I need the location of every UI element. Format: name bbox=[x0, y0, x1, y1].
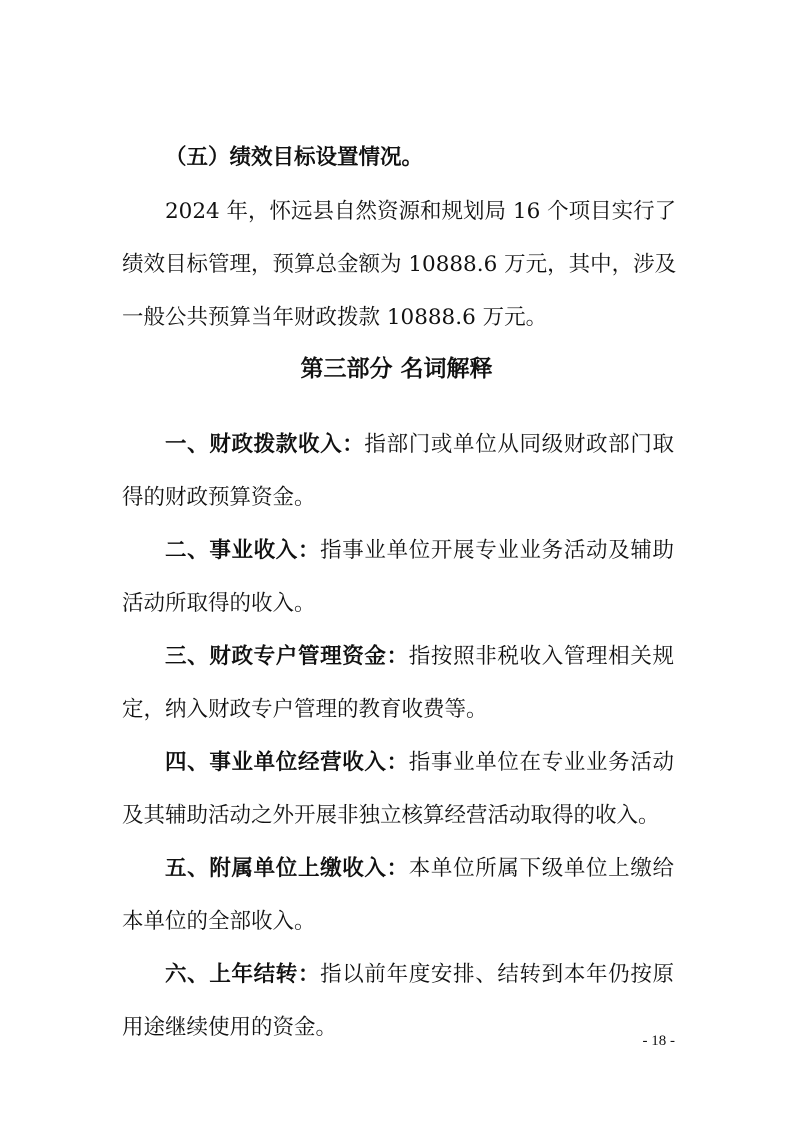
term-definition-first-line bbox=[165, 642, 674, 672]
term-definition-first-line bbox=[165, 536, 674, 566]
term-label: 一、财政拨款收入： bbox=[165, 432, 365, 457]
term-definition-text: 指事业单位在专业业务活动 bbox=[408, 750, 674, 775]
term-label: 二、事业收入： bbox=[165, 538, 321, 563]
term-definition-first-line bbox=[165, 430, 674, 460]
term-label: 五、附属单位上缴收入： bbox=[165, 856, 409, 881]
term-label: 三、财政专户管理资金： bbox=[165, 644, 409, 669]
term-definition-line: 及其辅助活动之外开展非独立核算经营活动取得的收入。 bbox=[122, 803, 660, 828]
term-definition-text: 本单位所属下级单位上缴给 bbox=[408, 856, 674, 881]
page-number: - 18 - bbox=[642, 1033, 675, 1049]
term-definition-line: 定，纳入财政专户管理的教育收费等。 bbox=[122, 697, 488, 722]
term-definition-text: 指事业单位开展专业业务活动及辅助 bbox=[320, 538, 674, 563]
term-definition-line: 用途继续使用的资金。 bbox=[122, 1015, 338, 1040]
part-heading: 第三部分 名词解释 bbox=[300, 356, 493, 382]
term-label: 四、事业单位经营收入： bbox=[165, 750, 409, 775]
term-definition-first-line bbox=[165, 748, 674, 778]
paragraph-line: 一般公共预算当年财政拨款 10888.6 万元。 bbox=[122, 305, 548, 330]
paragraph-line: 绩效目标管理，预算总金额为 10888.6 万元，其中，涉及 bbox=[122, 252, 677, 277]
paragraph-line: 2024 年，怀远县自然资源和规划局 16 个项目实行了 bbox=[165, 199, 677, 224]
term-definition-text: 指按照非税收入管理相关规 bbox=[408, 644, 674, 669]
term-definition-first-line bbox=[165, 854, 674, 884]
term-definition-line: 本单位的全部收入。 bbox=[122, 909, 316, 934]
subsection-heading: （五）绩效目标设置情况。 bbox=[165, 145, 424, 170]
term-label: 六、上年结转： bbox=[165, 962, 321, 987]
term-definition-text: 指部门或单位从同级财政部门取 bbox=[364, 432, 674, 457]
term-definition-first-line bbox=[165, 960, 674, 990]
term-definition-line: 得的财政预算资金。 bbox=[122, 485, 316, 510]
term-definition-line: 活动所取得的收入。 bbox=[122, 591, 316, 616]
term-definition-text: 指以前年度安排、结转到本年仍按原 bbox=[320, 962, 674, 987]
